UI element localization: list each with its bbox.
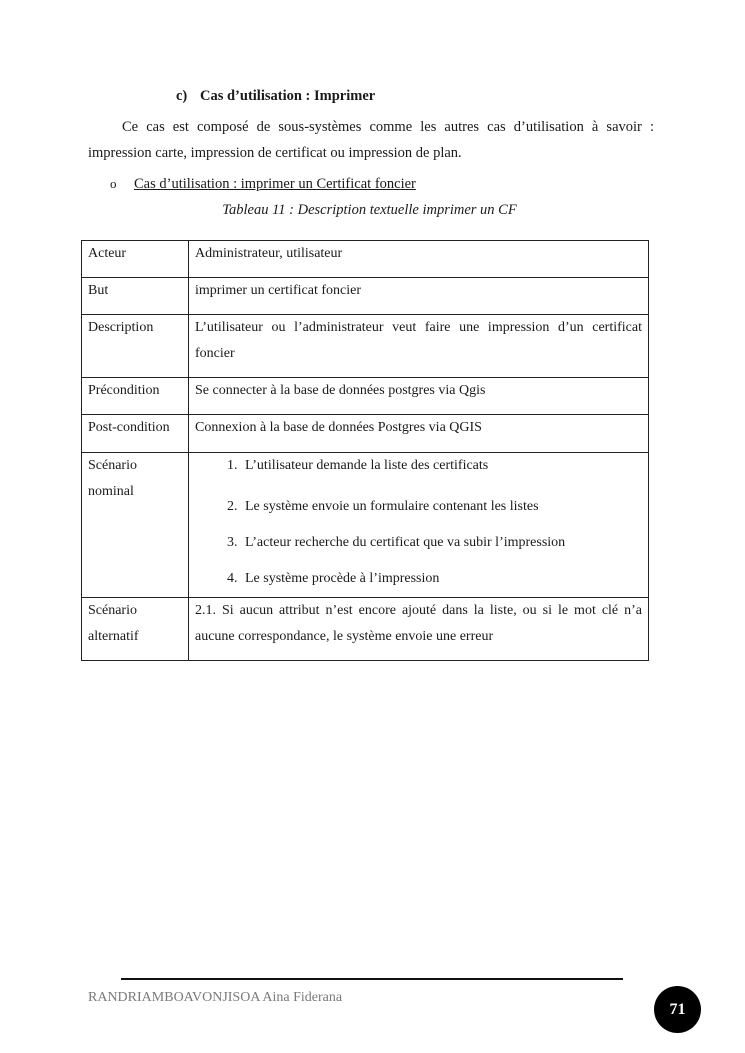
intro-paragraph: [88, 114, 654, 166]
row-value-scenario-nominal: [189, 453, 649, 598]
row-value-postcondition: Connexion à la base de données Postgres via QGIS: [189, 415, 649, 453]
subsection-title: Cas d’utilisation : imprimer un Certificat foncier: [134, 176, 416, 192]
list-item: 3. L’acteur recherche du certificat que va subir l’impression: [241, 525, 642, 561]
row-key-acteur: Acteur: [82, 241, 189, 278]
row-key-scenario-nominal: Scénario nominal: [82, 453, 189, 598]
list-item: 4. Le système procède à l’impression: [241, 561, 642, 597]
row-key-precondition: Précondition: [82, 378, 189, 415]
table-row: [82, 241, 649, 278]
row-value-precondition: Se connecter à la base de données postgres via Qgis: [189, 378, 649, 415]
nominal-steps-list: [195, 453, 642, 597]
row-key-scenario-alternatif: Scénario alternatif: [82, 598, 189, 661]
table-caption-text: Tableau 11 : Description textuelle imprimer un CF: [222, 202, 517, 218]
footer-author: RANDRIAMBOAVONJISOA Aina Fiderana: [88, 990, 343, 1005]
table-caption: [0, 202, 745, 219]
table-row: [82, 378, 649, 415]
intro-text: Ce cas est composé de sous-systèmes comme les autres cas d’utilisation à savoir : impression carte, impression de certificat ou impression de plan.: [88, 119, 654, 161]
row-value-description: L’utilisateur ou l’administrateur veut faire une impression d’un certificat foncier: [189, 315, 649, 378]
row-key-but: But: [82, 278, 189, 315]
table-row: [82, 278, 649, 315]
row-value-acteur: Administrateur, utilisateur: [189, 241, 649, 278]
section-marker: c): [176, 88, 188, 104]
bullet-icon: o: [110, 176, 117, 191]
table-row: [82, 453, 649, 598]
table-row: [82, 415, 649, 453]
row-value-scenario-alternatif: 2.1. Si aucun attribut n’est encore ajouté dans la liste, ou si le mot clé n’a aucune correspondance, le système envoie une erreur: [189, 598, 649, 661]
list-item: 2. Le système envoie un formulaire contenant les listes: [241, 489, 642, 525]
table-row: [82, 315, 649, 378]
footer-divider: [121, 978, 623, 980]
table-row: [82, 598, 649, 661]
section-title: Cas d’utilisation : Imprimer: [200, 88, 376, 104]
subsection-heading: [110, 176, 416, 193]
section-heading: [176, 88, 375, 105]
use-case-table: [81, 240, 649, 661]
page-number: 71: [669, 1000, 686, 1018]
row-key-postcondition: Post-condition: [82, 415, 189, 453]
row-key-description: Description: [82, 315, 189, 378]
list-item: 1. L’utilisateur demande la liste des certificats: [241, 453, 642, 489]
row-value-but: imprimer un certificat foncier: [189, 278, 649, 315]
page-number-badge: [654, 986, 701, 1033]
